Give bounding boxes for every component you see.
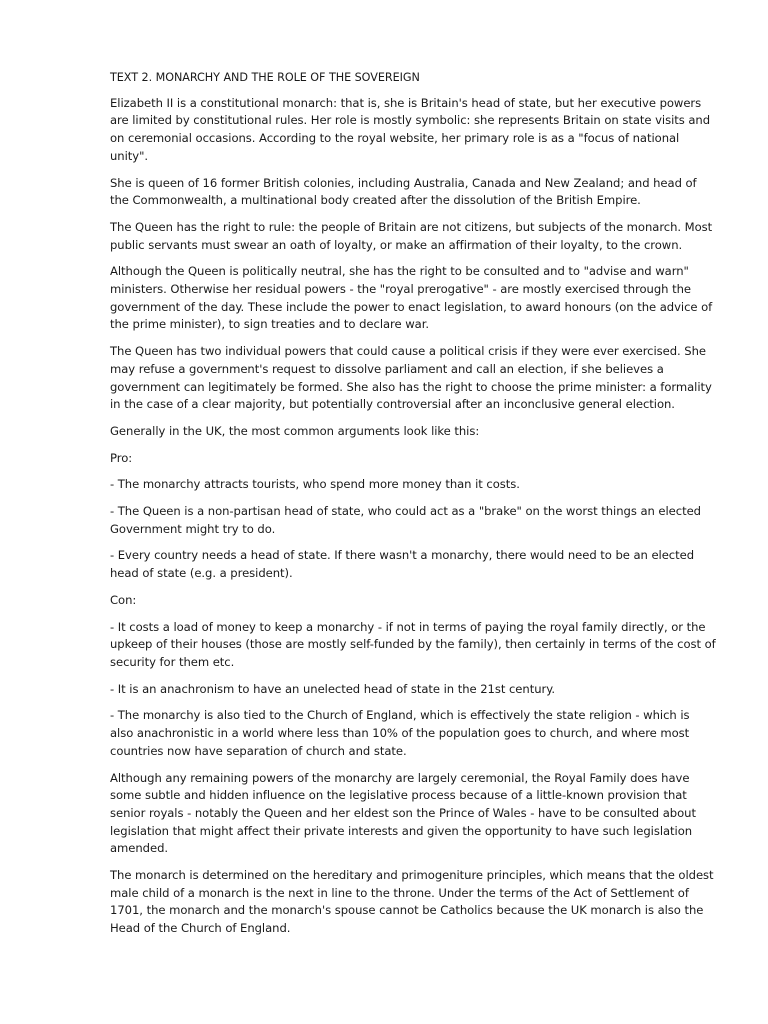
pro-item-tourists: - The monarchy attracts tourists, who spend more money than it costs.	[110, 477, 520, 492]
paragraph-influence: Although any remaining powers of the monarchy are largely ceremonial, the Royal Family does have some subtle and hidden influence on the legislative process because of a little-known provision that senior royals - notably the Queen and her eldest son the Prince of Wales - have to be consulted about legislation that might affect their private interests and given the opportunity to have such legislation amended.	[110, 770, 696, 856]
con-heading: Con:	[110, 592, 137, 607]
document-page	[110, 69, 716, 947]
con-item-anachronism: - It is an anachronism to have an unelected head of state in the 21st century.	[110, 681, 555, 696]
paragraph-intro: Elizabeth II is a constitutional monarch: that is, she is Britain's head of state, but her executive powers are limited by constitutional rules. Her role is mostly symbolic: she represents Britain on state visits and on ceremonial occasions. According to the royal website, her primary role is as a "focus of national unity".	[110, 95, 711, 163]
paragraph-succession: The monarch is determined on the hereditary and primogeniture principles, which means that the oldest male child of a monarch is the next in line to the throne. Under the terms of the Act of Settlement of 1701, the monarch and the monarch's spouse cannot be Catholics because the UK monarch is also the Head of the Church of England.	[110, 868, 714, 936]
paragraph-arguments-intro: Generally in the UK, the most common arguments look like this:	[110, 423, 480, 438]
paragraph-individual-powers: The Queen has two individual powers that could cause a political crisis if they were ever exercised. She may refuse a government's request to dissolve parliament and call an election, if she believes a government can legitimately be formed. She also has the right to choose the prime minister: a formality in the case of a clear majority, but potentially controversial after an inconclusive general election.	[110, 344, 712, 412]
paragraph-commonwealth: She is queen of 16 former British colonies, including Australia, Canada and New Zealand; and head of the Commonwealth, a multinational body created after the dissolution of the British Empire.	[110, 175, 697, 208]
con-item-church: - The monarchy is also tied to the Church of England, which is effectively the state religion - which is also anachronistic in a world where less than 10% of the population goes to church, and where most countries now have separation of church and state.	[110, 708, 690, 758]
con-item-cost: - It costs a load of money to keep a monarchy - if not in terms of paying the royal family directly, or the upkeep of their houses (those are mostly self-funded by the family), then certainly in terms of the cost of security for them etc.	[110, 619, 716, 669]
document-title: TEXT 2. MONARCHY AND THE ROLE OF THE SOVEREIGN	[110, 71, 420, 84]
pro-item-non-partisan: - The Queen is a non-partisan head of state, who could act as a "brake" on the worst things an elected Government might try to do.	[110, 504, 701, 536]
paragraph-neutrality: Although the Queen is politically neutral, she has the right to be consulted and to "advise and warn" ministers. Otherwise her residual powers - the "royal prerogative" - are mostly exercised through the government of the day. These include the power to enact legislation, to award honours (on the advice of the prime minister), to sign treaties and to declare war.	[110, 264, 713, 332]
pro-heading: Pro:	[110, 450, 133, 465]
paragraph-right-to-rule: The Queen has the right to rule: the people of Britain are not citizens, but subjects of the monarch. Most public servants must swear an oath of loyalty, or make an affirmation of their loyalty, to the crown.	[110, 219, 713, 252]
pro-item-head-of-state: - Every country needs a head of state. If there wasn't a monarchy, there would need to be an elected head of state (e.g. a president).	[110, 548, 695, 581]
